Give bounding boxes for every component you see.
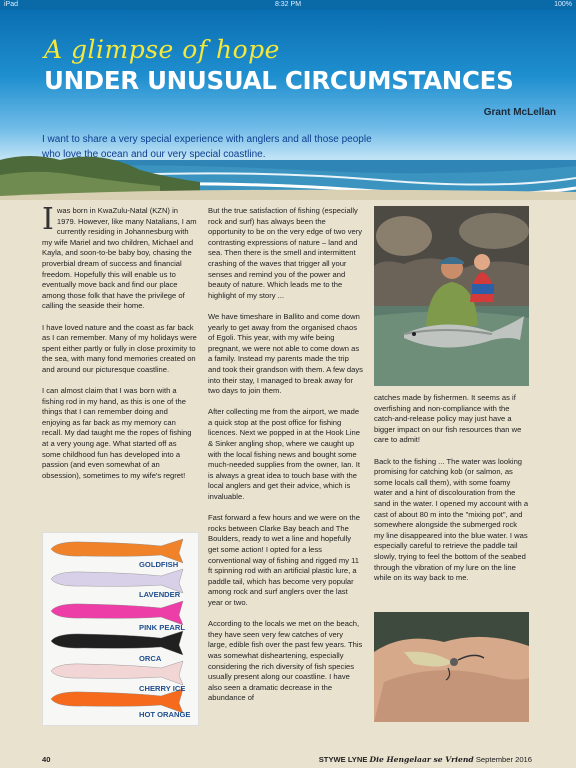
- paragraph: catches made by fishermen. It seems as if overfishing and non-compliance with the catch-and-release policy may just have a bigger impact on our fish resources than we care to admit!: [374, 393, 522, 445]
- battery-indicator: 100%: [554, 1, 572, 8]
- paragraph: According to the locals we met on the beach, they have seen very few catches of very large, edible fish over the past few years. This was somewhat disheartening, especially considering the rich diversity of fish species usually present along our coastline. I have also seen a dramatic decrease in the abundance of: [208, 619, 363, 703]
- lure-label-pink-pearl: PINK PEARL: [139, 623, 185, 632]
- lure-pink-pearl: [51, 601, 183, 625]
- lure-label-hot-orange: HOT ORANGE: [139, 710, 191, 719]
- lure-label-cherry-ice: CHERRY ICE: [139, 684, 186, 693]
- paragraph: But the true satisfaction of fishing (especially rock and surf) has always been the opportunity to be on the very edge of two very contrasting expressions of nature – land and sea. Then there is the smell and intermittent crashing of the waves that trigger all your senses and remind you of the power and beauty of nature. Which leads me to the highlight of my story ...: [208, 206, 363, 300]
- lure-label-goldfish: GOLDFISH: [139, 560, 179, 569]
- angler-photo: [374, 206, 529, 386]
- lure-orca: [51, 631, 183, 655]
- drop-cap: I: [42, 202, 54, 237]
- column-3: [374, 393, 529, 594]
- paragraph: We have timeshare in Ballito and come down yearly to get away from the organised chaos of Egoli. This year, with my wife being pregnant, we were not able to come down as a family. Instead my parents made the trip and took their grandson with them. A few days into their stay, I managed to break away for two days to join them.: [208, 311, 363, 396]
- lures-photo: [42, 532, 199, 726]
- paragraph: I can almost claim that I was born with a fishing rod in my hand, as this is one of the things that I can remember doing and enjoying as far back as my memory can recall. My dad taught me the ropes of fishing at a very young age. What started off as some childhood fun has developed into a passion (and even somewhat of an obsession), sometimes to my wife's regret!: [42, 386, 192, 480]
- lure-in-hand-photo: [374, 612, 529, 722]
- article-headline: UNDER UNUSUAL CIRCUMSTANCES: [44, 66, 514, 95]
- magazine-name: STYWE LYNE: [318, 755, 368, 764]
- paragraph: Iwas born in KwaZulu-Natal (KZN) in 1979. However, like many Natalians, I am currently residing in Johannesburg with my wife Mariel and two children, Michael and Kayla, and soon-to-be baby boy, chasing the proverbial dream of success and financial freedom. Hopefully this will enable us to eventually move back and find our place among those folk that have the privilege of calling the seaside their home.: [42, 202, 197, 311]
- hero-banner: [0, 10, 576, 200]
- column-2: [208, 206, 363, 715]
- lure-cherry-ice: [51, 661, 183, 685]
- column-1: [42, 202, 197, 492]
- page-footer: [0, 755, 576, 768]
- angler-with-fish-icon: [374, 206, 529, 386]
- lure-label-lavender: LAVENDER: [139, 590, 181, 599]
- paragraph: Back to the fishing ... The water was looking promising for catching kob (or salmon, as some locals call them), with some foamy water and a hint of discolouration from the sand in the water. I opened my account with a cast of about 80 m into the "mixing pot", and somewhere alongside the submerged rock my line disappeared into the blue water. I was especially careful to retrieve the paddle tail slowly, trying to feel the bottom of the seabed through the vibration of my lure on the line while on its way back to me.: [374, 456, 529, 583]
- lure-label-orca: ORCA: [139, 654, 162, 663]
- paragraph: After collecting me from the airport, we made a quick stop at the post office for fishing licences. Next we popped in at the Hook Line & Sinker angling shop, where we caught up with the local fishing news and bought some much-needed supplies from the owner, Ian. It is always a great idea to touch base with the local anglers and get their advice, which is invaluable.: [208, 407, 360, 502]
- issue-date: September 2016: [475, 755, 532, 764]
- article-kicker: A glimpse of hope: [44, 35, 280, 64]
- article-intro: I want to share a very special experience with anglers and all those people who love the ocean and our very special coastline.: [42, 134, 372, 160]
- magazine-credit: [319, 755, 532, 764]
- lure-in-hand-icon: [374, 612, 529, 722]
- status-bar: [0, 0, 576, 10]
- article-author: Grant McLellan: [483, 107, 556, 118]
- magazine-tagline: Die Hengelaar se Vriend: [369, 755, 474, 764]
- carrier-label: iPad: [4, 1, 19, 8]
- paragraph: Fast forward a few hours and we were on the rocks between Clarke Bay beach and The Boulders, ready to wet a line and hopefully get some action! I opted for a less conventional way of fishing and rigged my 11 ft spinning rod with an artificial plastic lure, a paddle tail, which has become very popular among rock and surf anglers over the last year or two.: [208, 513, 360, 607]
- paragraph: I have loved nature and the coast as far back as I can remember. Many of my holidays were spent either partly or fully in close proximity to the sea, with many fond memories created on and around our picturesque coastline.: [42, 322, 197, 374]
- clock: 8:32 PM: [274, 1, 302, 8]
- page-number: 40: [42, 755, 51, 764]
